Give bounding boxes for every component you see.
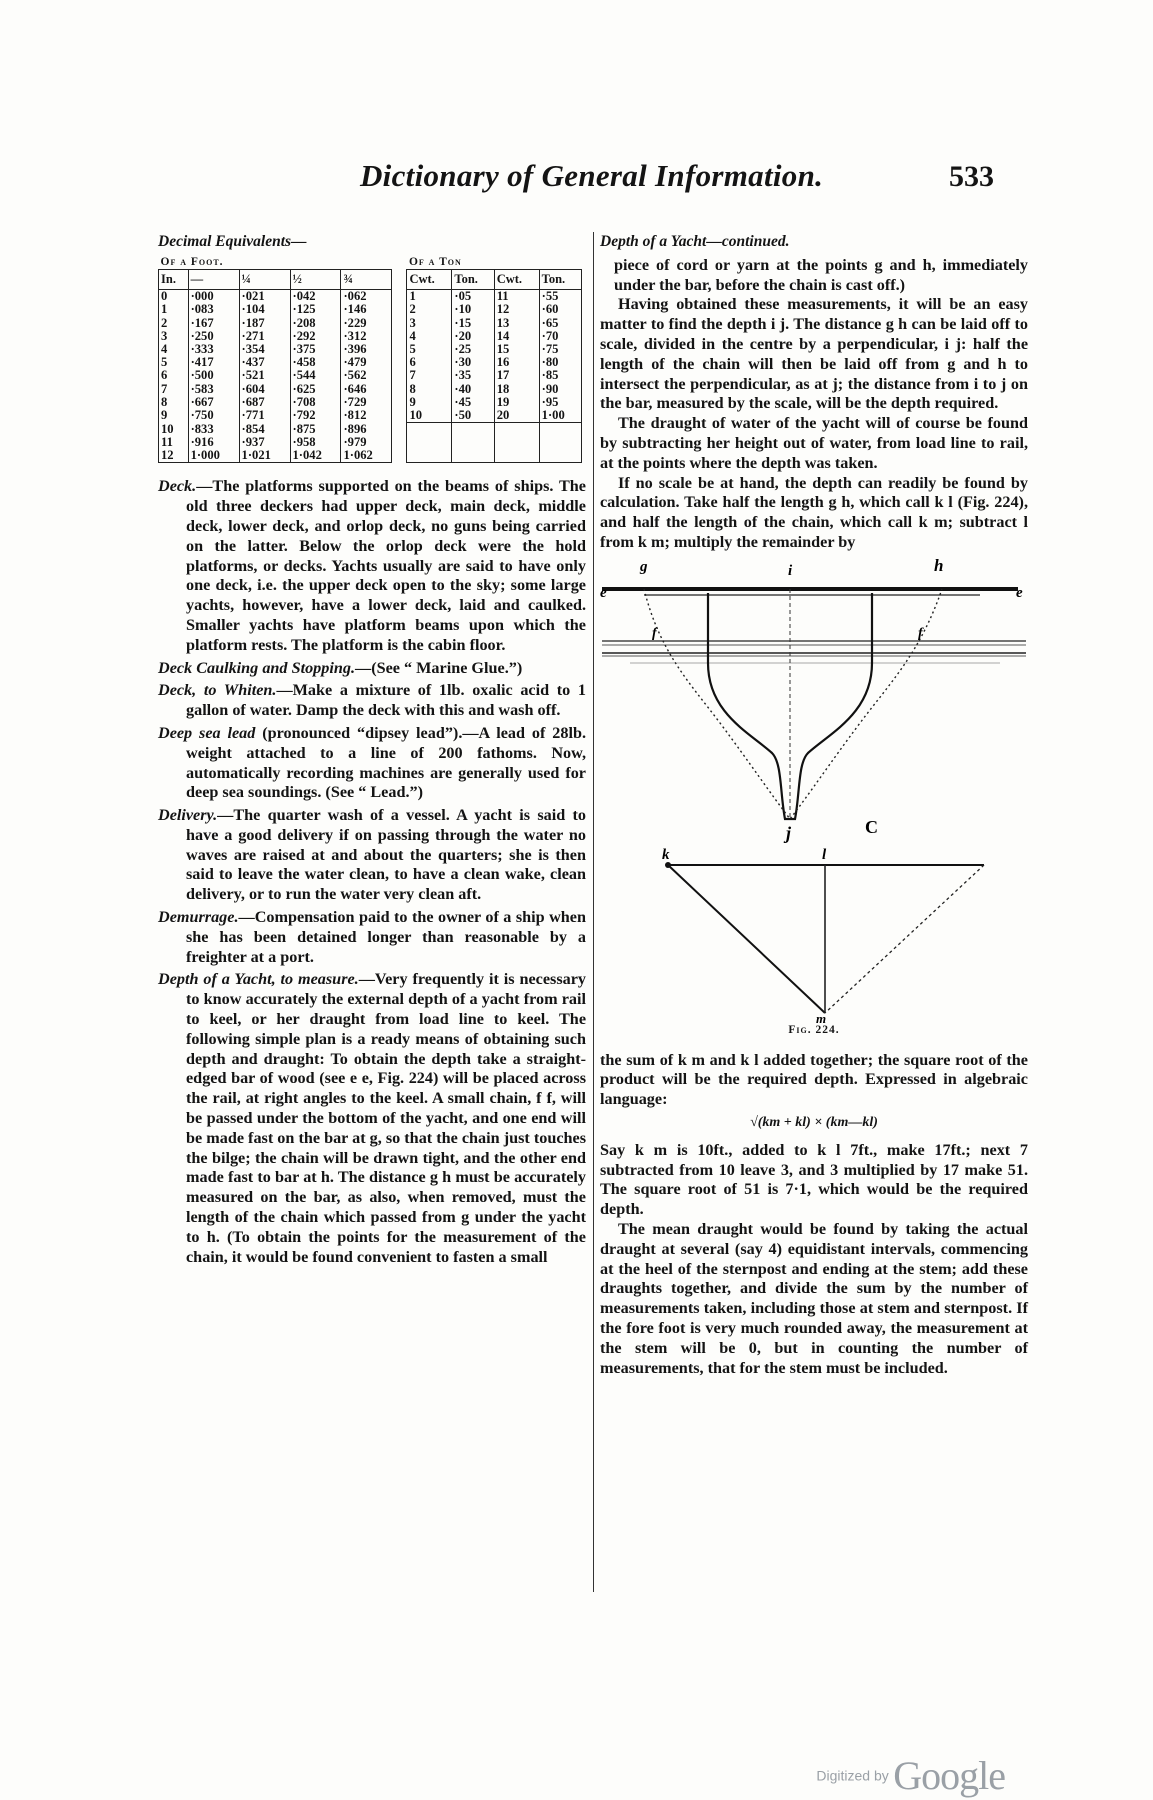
table-cell: ·500 — [188, 369, 239, 382]
dotted-side — [825, 865, 984, 1013]
entry-deck-caulking — [158, 659, 586, 679]
table-cell: 7 — [407, 369, 452, 382]
headword: Deep sea lead — [158, 723, 256, 742]
paragraph: If no scale be at hand, the depth can readily be found by calculation. Take half the length g h, which call k l (Fig. 224), and half the length of the chain, which call k m; subtract l from k m; multiply the remainder by — [600, 473, 1028, 551]
table-cell: ·437 — [239, 356, 290, 369]
table-cell: 2 — [407, 303, 452, 316]
table-cell: 14 — [494, 330, 539, 343]
table-row — [159, 303, 582, 316]
table-cell: ·75 — [539, 343, 581, 356]
table-row — [159, 423, 582, 436]
table-cell — [407, 423, 452, 436]
column-header: In. — [159, 270, 189, 290]
table-cell: 6 — [159, 369, 189, 382]
table-cell: 15 — [494, 343, 539, 356]
paragraph: the sum of k m and k l added together; the square root of the product will be the required depth. Expressed in algebraic language: — [600, 1050, 1028, 1109]
table-header-row — [159, 270, 582, 290]
table-cell: ·250 — [188, 330, 239, 343]
table-cell: 1·042 — [290, 449, 341, 463]
headword: Deck, to Whiten. — [158, 681, 277, 700]
left-column — [158, 232, 586, 1270]
table-cell: 8 — [159, 396, 189, 409]
entry-delivery — [158, 806, 586, 905]
table-cell: ·875 — [290, 423, 341, 436]
table-cell: 0 — [159, 290, 189, 304]
table-cell: ·583 — [188, 383, 239, 396]
table-cell: ·85 — [539, 369, 581, 382]
paragraph: The mean draught would be found by taking the actual draught at several (say 4) equidistant intervals, commencing at the heel of the sternpost and ending at the stem; add these draughts together, and divide the sum by the number of measurements taken, including those at stem and sternpost. If the fore foot is very much rounded away, the measurement at the stem will be 0, but in counting the number of measurements, that for the stem must be included. — [600, 1219, 1028, 1377]
paragraph: Having obtained these measurements, it will be an easy matter to find the depth i j. The distance g h can be laid off to scale, divided in the centre by a perpendicular, i j: half the length of the chain will then be laid off from g and h to intersect the perpendicular, as at j; the distance from i to j on the bar, measured by the scale, will be the depth required. — [600, 295, 1028, 413]
definition: —Make a mixture of 1lb. oxalic acid to 1 gallon of water. Damp the deck with this and wash off. — [186, 681, 586, 720]
table-cell: ·021 — [239, 290, 290, 304]
column-header: Cwt. — [494, 270, 539, 290]
table-cell: ·062 — [341, 290, 392, 304]
definition: —Very frequently it is necessary to know accurately the external depth of a yacht from rail to keel, or her draught from load line to keel. The following simple plan is a ready means of obtaining such depth and draught: To obtain the depth take a straight-edged bar of wood (see e e, Fig. 224) will be placed across the rail, at right angles to the keel. A small chain, f f, will be passed under the bottom of the yacht, and one end will be made fast on the bar at g, so that the chain just touches the bilge; the chain will be drawn tight, and the other end made fast to bar at h. The distance g h must be accurately measured on the bar, as also, when removed, must the length of the chain which passed from g under the yacht to h. (To obtain the points for the measurement of the chain, it would be found convenient to fasten a small — [186, 970, 586, 1266]
table-cell: ·35 — [452, 369, 494, 382]
entry-depth-of-yacht — [158, 970, 586, 1267]
digitized-label: Digitized by — [816, 1767, 889, 1784]
table-cell: ·521 — [239, 369, 290, 382]
table-cell: ·354 — [239, 343, 290, 356]
table-cell: 16 — [494, 356, 539, 369]
headword: Demurrage. — [158, 908, 239, 927]
table-row — [159, 317, 582, 330]
table-cell: ·10 — [452, 303, 494, 316]
column-header: Ton. — [452, 270, 494, 290]
table-cell — [539, 449, 581, 463]
table-cell: 2 — [159, 317, 189, 330]
table-cell — [494, 449, 539, 463]
table-cell — [407, 449, 452, 463]
table-cell — [452, 449, 494, 463]
table-cell: 4 — [159, 343, 189, 356]
table-cell: 12 — [494, 303, 539, 316]
table-cell: ·104 — [239, 303, 290, 316]
headword: Delivery. — [158, 806, 218, 825]
column-header: Ton. — [539, 270, 581, 290]
table-cell: ·916 — [188, 436, 239, 449]
table-cell: ·000 — [188, 290, 239, 304]
digitized-by-google — [816, 1752, 1005, 1799]
foot-group-label: Of a Foot. — [160, 255, 224, 268]
table-cell: 4 — [407, 330, 452, 343]
table-cell: ·208 — [290, 317, 341, 330]
label-h: h — [934, 555, 944, 575]
table-cell: 18 — [494, 383, 539, 396]
table-cell: 9 — [407, 396, 452, 409]
yacht-depth-diagram — [600, 553, 1028, 1023]
definition: —The platforms supported on the beams of ships. The old three deckers had upper deck, main deck, middle deck, lower deck, and orlop deck, no guns being carried on the latter. Below the orlop deck were the hold platforms, or decks. Yachts usually are said to have only one deck, i.e. the upper deck open to the sky; some large yachts, however, have a lower deck, laid and caulked. Smaller yachts have platform beams upon which the platform rests. The platform is the cabin floor. — [186, 477, 586, 654]
table-cell: ·90 — [539, 383, 581, 396]
paragraph: piece of cord or yarn at the points g and h, immediately under the bar, before the chain is cast off.) — [614, 255, 1028, 294]
figure-caption: Fig. 224. — [788, 1023, 840, 1036]
column-header: ¾ — [341, 270, 392, 290]
line-k-m — [668, 865, 825, 1013]
table-cell: ·042 — [290, 290, 341, 304]
right-column — [600, 232, 1028, 1378]
table-cell: 1 — [407, 290, 452, 304]
table-body — [159, 290, 582, 463]
table-cell: ·20 — [452, 330, 494, 343]
table-cell: ·55 — [539, 290, 581, 304]
entry-deck — [158, 477, 586, 655]
table-cell: ·417 — [188, 356, 239, 369]
label-j: j — [786, 822, 792, 843]
table-cell — [494, 423, 539, 436]
table-cell: ·40 — [452, 383, 494, 396]
table-cell: 1·062 — [341, 449, 392, 463]
figure-224 — [600, 553, 1028, 1023]
table-cell — [539, 423, 581, 436]
page-title: Dictionary of General Information. — [360, 158, 824, 193]
table-cell: ·750 — [188, 409, 239, 423]
chain-f-f — [644, 589, 942, 819]
column-divider — [593, 232, 594, 1592]
table-cell: 9 — [159, 409, 189, 423]
table-cell: 1·000 — [188, 449, 239, 463]
table-cell: ·65 — [539, 317, 581, 330]
table-cell — [407, 436, 452, 449]
table-cell: ·625 — [290, 383, 341, 396]
label-l: l — [822, 846, 827, 863]
table-cell — [452, 423, 494, 436]
table-cell: ·604 — [239, 383, 290, 396]
table-cell: 6 — [407, 356, 452, 369]
entry-deep-sea-lead — [158, 724, 586, 803]
decimal-equivalents-table — [158, 256, 582, 464]
label-k: k — [662, 846, 670, 863]
label-f-left: f — [652, 625, 657, 641]
table-cell: 11 — [159, 436, 189, 449]
table-cell: ·95 — [539, 396, 581, 409]
entry-demurrage — [158, 908, 586, 967]
table-cell: 10 — [407, 409, 452, 423]
definition: —(See “ Marine Glue.”) — [355, 658, 523, 677]
table-cell: ·30 — [452, 356, 494, 369]
ton-group-label: Of a Ton — [408, 255, 462, 268]
table-cell: ·375 — [290, 343, 341, 356]
table-cell: ·05 — [452, 290, 494, 304]
table-cell — [494, 436, 539, 449]
table-cell: ·729 — [341, 396, 392, 409]
headword: Deck. — [158, 477, 197, 496]
label-i: i — [788, 562, 793, 579]
table-cell: ·544 — [290, 369, 341, 382]
table-cell: ·479 — [341, 356, 392, 369]
table-cell: ·80 — [539, 356, 581, 369]
column-header: ½ — [290, 270, 341, 290]
table-cell: ·792 — [290, 409, 341, 423]
table-cell: ·833 — [188, 423, 239, 436]
formula: √(km + kl) × (km—kl) — [750, 1114, 878, 1130]
table-cell: ·292 — [290, 330, 341, 343]
definition: —The quarter wash of a vessel. A yacht is said to have a good delivery if on passing through the water no waves are raised at and about the quarters; she is then said to leave the water clean, to have a clean wake, clean delivery, or to run the water very clean aft. — [186, 806, 586, 904]
table-cell: ·708 — [290, 396, 341, 409]
column-header: ¼ — [239, 270, 290, 290]
table-cell: ·854 — [239, 423, 290, 436]
table-cell: ·25 — [452, 343, 494, 356]
table-row — [159, 409, 582, 423]
column-header: — — [188, 270, 239, 290]
table-cell: ·70 — [539, 330, 581, 343]
table-cell: 19 — [494, 396, 539, 409]
table-cell: 1·021 — [239, 449, 290, 463]
table-cell: 11 — [494, 290, 539, 304]
table-cell: 8 — [407, 383, 452, 396]
table-cell: 20 — [494, 409, 539, 423]
definition: (pronounced “dipsey lead”).—A lead of 28lb. weight attached to a line of 200 fathoms. Now, automatically recording machines are generally used for deep sea soundings. (See “ Lead.”) — [186, 723, 586, 802]
table-row — [159, 369, 582, 382]
table-row — [159, 330, 582, 343]
table-cell: 1·00 — [539, 409, 581, 423]
table-cell: ·667 — [188, 396, 239, 409]
entry-deck-whiten — [158, 681, 586, 721]
table-cell: 5 — [159, 356, 189, 369]
table-cell: 3 — [159, 330, 189, 343]
label-g: g — [640, 558, 648, 575]
table-cell: 1 — [159, 303, 189, 316]
table-row — [159, 290, 582, 304]
label-e-right: e — [1016, 584, 1023, 601]
table-row — [159, 449, 582, 463]
label-f-right: f — [918, 625, 923, 641]
table-cell: ·15 — [452, 317, 494, 330]
table-cell: 10 — [159, 423, 189, 436]
column-header: Cwt. — [407, 270, 452, 290]
headword: Depth of a Yacht, to measure. — [158, 970, 359, 989]
table-cell: 12 — [159, 449, 189, 463]
label-m: m — [816, 1010, 827, 1023]
table-cell: ·937 — [239, 436, 290, 449]
table-cell: 3 — [407, 317, 452, 330]
table-cell: ·646 — [341, 383, 392, 396]
table-cell: ·187 — [239, 317, 290, 330]
table-cell: ·687 — [239, 396, 290, 409]
table-cell: ·396 — [341, 343, 392, 356]
table-cell: ·271 — [239, 330, 290, 343]
table-cell: ·083 — [188, 303, 239, 316]
table-cell: ·771 — [239, 409, 290, 423]
table-cell: ·125 — [290, 303, 341, 316]
table-row — [159, 383, 582, 396]
table-cell: ·333 — [188, 343, 239, 356]
table-row — [159, 396, 582, 409]
table-cell — [539, 436, 581, 449]
table-cell: 17 — [494, 369, 539, 382]
table-row — [159, 356, 582, 369]
definition: —Compensation paid to the owner of a ship when she has been detained longer than reasonable by a freighter at a port. — [186, 908, 586, 966]
decimal-heading: Decimal Equivalents— — [158, 233, 307, 250]
table-cell: ·50 — [452, 409, 494, 423]
table-cell: ·45 — [452, 396, 494, 409]
table-cell: ·812 — [341, 409, 392, 423]
label-c: C — [865, 816, 878, 837]
table-cell: ·562 — [341, 369, 392, 382]
table-cell — [452, 436, 494, 449]
label-e-left: e — [600, 584, 607, 601]
table-row — [159, 343, 582, 356]
table-cell: ·958 — [290, 436, 341, 449]
table-cell: ·229 — [341, 317, 392, 330]
table-cell: ·896 — [341, 423, 392, 436]
table-cell: ·312 — [341, 330, 392, 343]
page-number: 533 — [949, 160, 994, 193]
continued-heading: Depth of a Yacht—continued. — [600, 233, 790, 250]
table-cell: ·167 — [188, 317, 239, 330]
page-header — [150, 158, 1030, 198]
google-logo: Google — [893, 1753, 1005, 1798]
table-cell: 13 — [494, 317, 539, 330]
table-cell: ·458 — [290, 356, 341, 369]
headword: Deck Caulking and Stopping. — [158, 658, 355, 677]
table-cell: ·60 — [539, 303, 581, 316]
table-cell: 7 — [159, 383, 189, 396]
paragraph: The draught of water of the yacht will of course be found by subtracting her height out of water, from load line to rail, at the points where the depth was taken. — [600, 414, 1028, 472]
table-cell: 5 — [407, 343, 452, 356]
table-cell: ·146 — [341, 303, 392, 316]
paragraph: Say k m is 10ft., added to k l 7ft., make 17ft.; next 7 subtracted from 10 leave 3, and 3 multiplied by 17 make 51. The square root of 51 is 7·1, which would be the required depth. — [600, 1140, 1028, 1219]
table-cell: ·979 — [341, 436, 392, 449]
